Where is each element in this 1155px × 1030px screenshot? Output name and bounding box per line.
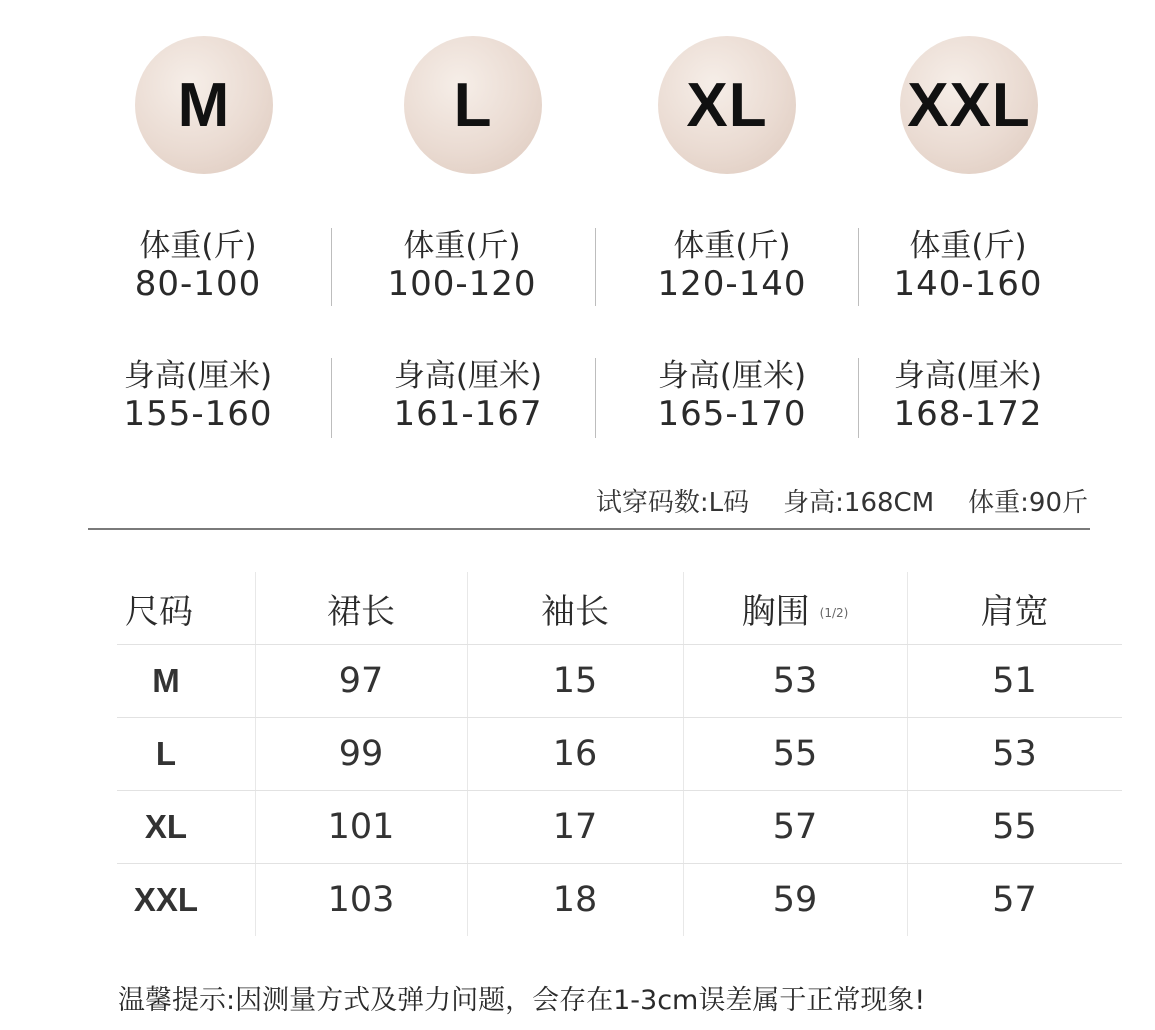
chest-cell: 53 <box>772 661 818 701</box>
chest-cell: 59 <box>772 880 818 920</box>
divider <box>858 358 859 438</box>
chest-half-note: (1/2) <box>819 606 849 620</box>
chest-cell: 55 <box>772 734 818 774</box>
table-row <box>117 790 1122 863</box>
height-label: 身高(厘米) <box>393 358 543 394</box>
dress-length-cell: 97 <box>338 661 384 701</box>
weight-label: 体重(斤) <box>909 228 1027 264</box>
height-value: 165-170 <box>657 394 807 434</box>
height-block-l <box>358 358 578 434</box>
weight-block-m <box>88 228 308 304</box>
try-on-size: 试穿码数:L码 <box>595 488 750 518</box>
height-block-m <box>88 358 308 434</box>
try-on-weight: 体重:90斤 <box>968 488 1088 518</box>
divider <box>858 228 859 306</box>
size-label: L <box>453 70 493 140</box>
height-label: 身高(厘米) <box>123 358 273 394</box>
header-chest <box>683 584 907 633</box>
try-on-height: 身高:168CM <box>783 488 935 518</box>
row-size: XL <box>144 808 188 845</box>
size-label: XXL <box>907 70 1031 140</box>
weight-block-xl <box>622 228 842 304</box>
height-label: 身高(厘米) <box>893 358 1043 394</box>
divider <box>595 228 596 306</box>
height-value: 161-167 <box>393 394 543 434</box>
sleeve-length-cell: 17 <box>552 807 598 847</box>
weight-value: 140-160 <box>893 264 1043 304</box>
shoulder-cell: 53 <box>992 734 1037 774</box>
row-size: M <box>152 662 180 699</box>
dress-length-cell: 101 <box>327 807 395 847</box>
size-label: XL <box>686 70 768 140</box>
size-circle-xl <box>658 36 796 174</box>
table-row <box>117 644 1122 717</box>
header-dress-length: 裙长 <box>327 591 395 632</box>
header-shoulder: 肩宽 <box>980 591 1049 632</box>
header-size: 尺码 <box>125 591 193 632</box>
sleeve-length-cell: 15 <box>552 661 598 701</box>
size-circles <box>0 0 1155 200</box>
divider <box>331 358 332 438</box>
try-on-info <box>596 482 1088 519</box>
header-chest-label: 胸围 <box>741 591 810 632</box>
weight-label: 体重(斤) <box>139 228 257 264</box>
weight-block-l <box>352 228 572 304</box>
height-value: 155-160 <box>123 394 273 434</box>
shoulder-cell: 57 <box>992 880 1037 920</box>
height-block-xl <box>622 358 842 434</box>
table-row <box>117 863 1122 936</box>
size-table <box>117 572 1122 936</box>
sleeve-length-cell: 18 <box>552 880 598 920</box>
shoulder-cell: 51 <box>992 661 1037 701</box>
measurement-note: 温馨提示:因测量方式及弹力问题，会存在1-3cm误差属于正常现象! <box>118 985 926 1016</box>
height-block-xxl <box>858 358 1078 434</box>
size-circle-l <box>404 36 542 174</box>
section-divider <box>88 528 1090 530</box>
size-label: M <box>177 70 231 140</box>
dress-length-cell: 103 <box>327 880 395 920</box>
weight-label: 体重(斤) <box>673 228 791 264</box>
weight-value: 80-100 <box>134 264 262 304</box>
weight-value: 100-120 <box>387 264 537 304</box>
weight-block-xxl <box>858 228 1078 304</box>
chest-cell: 57 <box>772 807 818 847</box>
size-circle-xxl <box>900 36 1038 174</box>
height-label: 身高(厘米) <box>657 358 807 394</box>
height-value: 168-172 <box>893 394 1043 434</box>
weight-value: 120-140 <box>657 264 807 304</box>
weight-label: 体重(斤) <box>403 228 521 264</box>
shoulder-cell: 55 <box>992 807 1037 847</box>
divider <box>331 228 332 306</box>
row-size: XXL <box>133 881 199 918</box>
table-header <box>117 572 1122 644</box>
divider <box>595 358 596 438</box>
header-sleeve-length: 袖长 <box>541 591 609 632</box>
dress-length-cell: 99 <box>338 734 384 774</box>
table-row <box>117 717 1122 790</box>
sleeve-length-cell: 16 <box>552 734 598 774</box>
size-circle-m <box>135 36 273 174</box>
row-size: L <box>155 735 177 772</box>
